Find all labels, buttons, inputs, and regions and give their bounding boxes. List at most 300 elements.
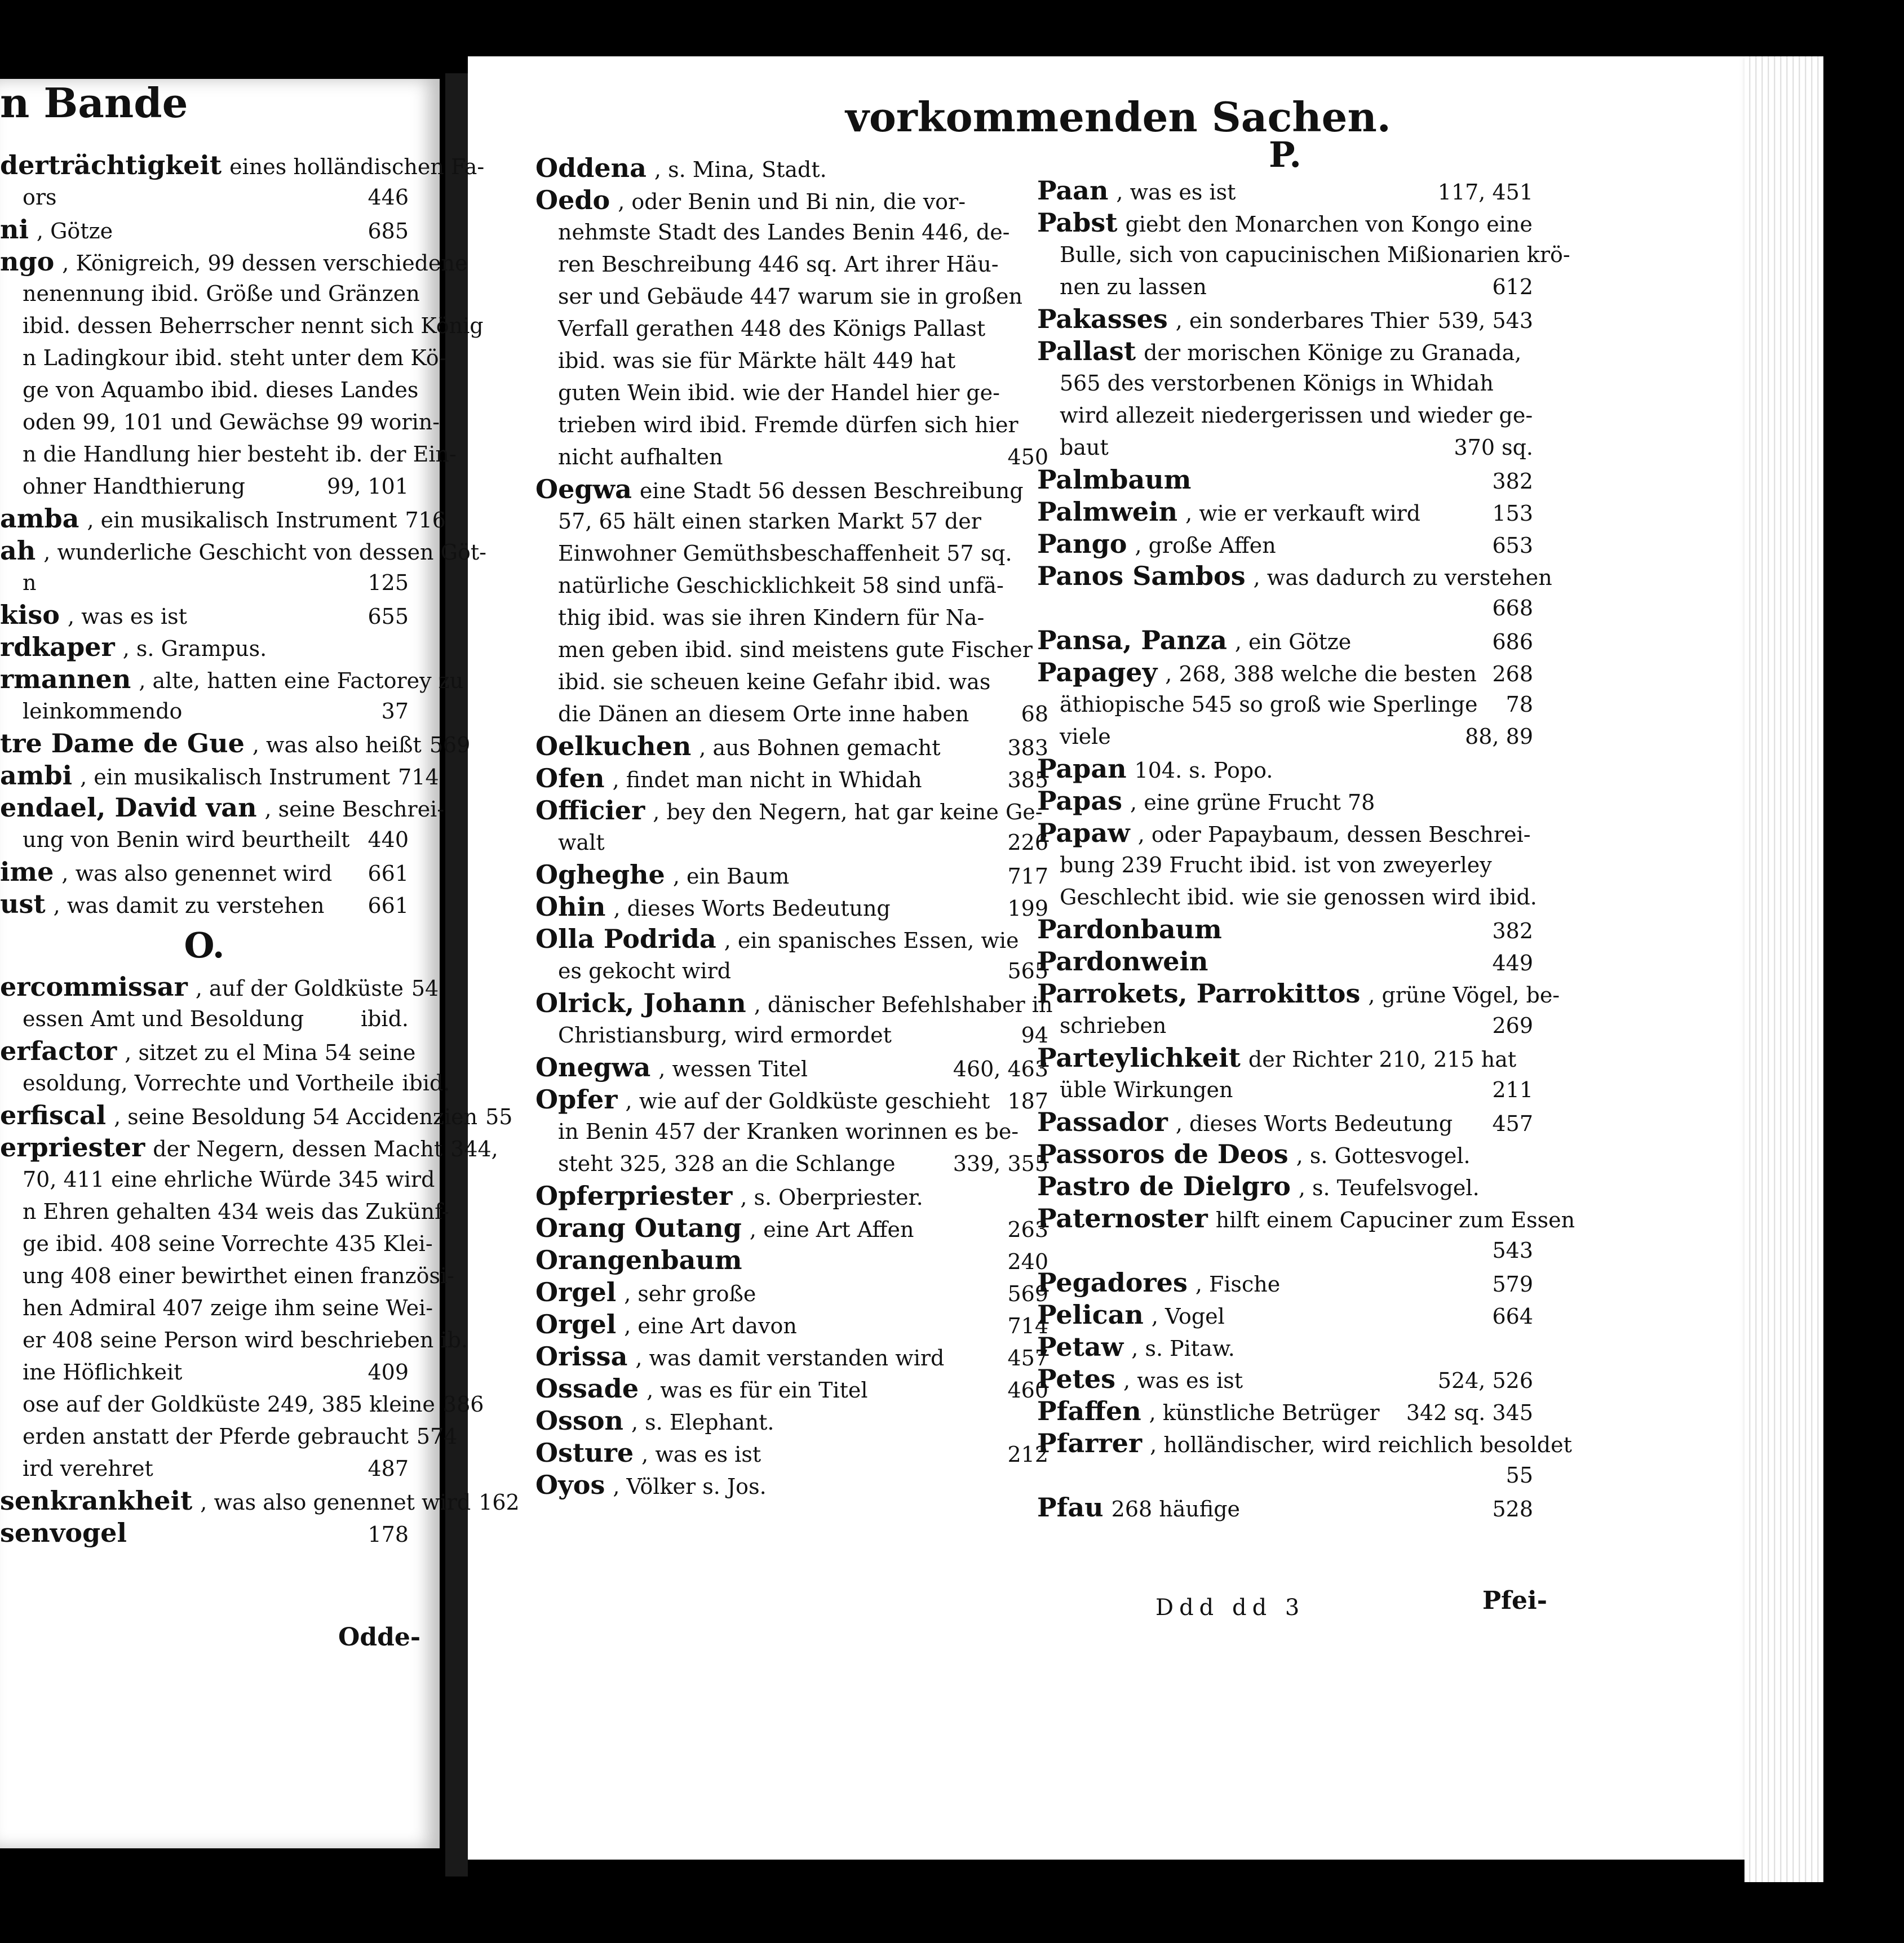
entry-page-refs: 117, 451 xyxy=(1437,180,1533,205)
entry-text: , s. Gottesvogel. xyxy=(1296,1143,1471,1168)
entry-page-refs: 385 xyxy=(1007,768,1048,792)
entry-text: , grüne Vögel, be- xyxy=(1368,983,1560,1008)
index-entry xyxy=(535,281,1048,313)
entry-headword: ust xyxy=(0,889,46,919)
index-entry xyxy=(535,152,1048,184)
index-entry xyxy=(535,1276,1048,1308)
index-entry xyxy=(1037,1331,1533,1363)
index-entry xyxy=(0,278,420,310)
entry-headword: erpriester xyxy=(0,1132,145,1163)
entry-headword: Orgel xyxy=(535,1277,617,1307)
index-entry xyxy=(535,1308,1048,1341)
entry-text: , wessen Titel xyxy=(658,1057,808,1081)
entry-page-refs: 685 xyxy=(367,219,409,243)
entry-text: eine Stadt 56 dessen Beschreibung xyxy=(639,478,1024,503)
right-index-column-2 xyxy=(1037,134,1575,1524)
entry-text: hilft einem Capuciner zum Essen xyxy=(1215,1208,1575,1232)
index-entry xyxy=(1037,1267,1533,1299)
index-entry xyxy=(0,1164,435,1196)
entry-text: , ein spanisches Essen, wie xyxy=(724,928,1019,953)
entry-page-refs: 449 xyxy=(1492,951,1533,975)
entry-text: , holländischer, wird reichlich besoldet xyxy=(1150,1432,1572,1457)
index-entry xyxy=(535,313,1048,345)
signature-mark: Ddd dd 3 xyxy=(1155,1595,1305,1621)
entry-headword: rdkaper xyxy=(0,632,115,662)
entry-headword: Onegwa xyxy=(535,1052,651,1083)
entry-text: , was also genennet wird xyxy=(61,861,333,886)
entry-headword: Oddena xyxy=(535,153,647,183)
entry-page-refs: 199 xyxy=(1007,896,1048,921)
index-entry xyxy=(0,374,419,406)
entry-headword: Opfer xyxy=(535,1084,618,1115)
entry-text: , oder Papaybaum, dessen Beschrei- xyxy=(1137,822,1531,847)
index-entry xyxy=(535,762,1048,795)
entry-page-refs: 386 xyxy=(442,1392,484,1417)
entry-page-refs: 68 xyxy=(1021,702,1048,726)
entry-page-refs: 187 xyxy=(1007,1089,1048,1114)
index-entry xyxy=(1037,1492,1533,1524)
index-entry xyxy=(1037,1235,1533,1267)
entry-headword: Orgel xyxy=(535,1309,617,1339)
entry-text: ibid. sie scheuen keine Gefahr ibid. was xyxy=(558,669,991,694)
index-entry xyxy=(535,377,1048,409)
entry-text: ung von Benin wird beurtheilt xyxy=(23,827,350,852)
entry-text: , sitzet zu el Mina 54 seine xyxy=(125,1040,416,1065)
entry-headword: Pardonwein xyxy=(1037,946,1208,977)
entry-text: , was damit verstanden wird xyxy=(635,1346,945,1370)
entry-page-refs: 99, 101 xyxy=(326,474,409,499)
entry-headword: Pastro de Dielgro xyxy=(1037,1171,1291,1201)
entry-headword: derträchtigkeit xyxy=(0,150,222,180)
entry-headword: Pfau xyxy=(1037,1492,1104,1523)
entry-text: n Ladingkour ibid. steht unter dem Kö- xyxy=(23,345,446,370)
index-entry xyxy=(535,1116,1048,1148)
index-entry xyxy=(535,1469,1048,1501)
index-entry xyxy=(0,1067,450,1099)
entry-text: , s. Teufelsvogel. xyxy=(1298,1175,1480,1200)
entry-text: , oder Benin und Bi nin, die vor- xyxy=(618,189,966,214)
entry-headword: Orangenbaum xyxy=(535,1245,742,1275)
index-entry xyxy=(1037,528,1533,560)
index-entry xyxy=(535,216,1048,249)
entry-page-refs: 37 xyxy=(381,699,409,724)
index-entry xyxy=(1037,689,1533,721)
entry-text: nicht aufhalten xyxy=(558,445,723,469)
book-gutter xyxy=(445,73,468,1877)
entry-text: nenennung ibid. Größe und Gränzen xyxy=(23,281,420,306)
index-entry xyxy=(1037,1427,1572,1460)
index-entry xyxy=(1037,271,1533,303)
entry-page-refs: 440 xyxy=(367,827,409,852)
entry-text: , wie er verkauft wird xyxy=(1185,501,1421,526)
index-entry xyxy=(0,1228,433,1260)
index-entry xyxy=(535,1212,1048,1244)
index-entry xyxy=(1037,817,1533,849)
index-entry xyxy=(0,310,484,342)
index-entry xyxy=(1037,785,1533,817)
entry-headword: Oedo xyxy=(535,185,610,215)
entry-text: 268 häufige xyxy=(1111,1497,1241,1521)
entry-text: guten Wein ibid. wie der Handel hier ge- xyxy=(558,380,1000,405)
entry-text: äthiopische 545 so groß wie Sperlinge xyxy=(1060,692,1478,717)
index-entry xyxy=(1037,207,1533,239)
index-entry xyxy=(535,602,1048,634)
index-entry xyxy=(1037,1460,1533,1492)
index-entry xyxy=(0,1356,409,1389)
entry-headword: Paan xyxy=(1037,175,1109,206)
entry-text: , s. Oberpriester. xyxy=(740,1185,923,1210)
index-entry xyxy=(1037,721,1533,753)
index-entry xyxy=(0,1324,468,1356)
entry-headword: Ofen xyxy=(535,763,605,793)
entry-text: wird allezeit niedergerissen und wieder ge- xyxy=(1060,403,1533,428)
entry-text: ors xyxy=(23,185,57,210)
entry-text: , große Affen xyxy=(1135,533,1276,558)
index-entry xyxy=(0,695,409,727)
entry-page-refs: 153 xyxy=(1492,501,1533,526)
index-entry xyxy=(1037,335,1533,367)
entry-page-refs: 714 xyxy=(398,765,439,789)
entry-text: , ein Baum xyxy=(672,864,790,889)
entry-headword: Pfaffen xyxy=(1037,1396,1141,1426)
entry-text: , bey den Negern, hat gar keine Ge- xyxy=(653,800,1043,824)
entry-page-refs: 339, 355 xyxy=(953,1151,1048,1176)
entry-headword: Papan xyxy=(1037,753,1127,784)
entry-page-refs: 569 xyxy=(429,733,471,757)
entry-headword: Orang Outang xyxy=(535,1213,742,1243)
entry-page-refs: 686 xyxy=(1492,629,1533,654)
index-entry xyxy=(1037,592,1533,624)
entry-text: , s. Pitaw. xyxy=(1131,1336,1235,1361)
index-entry xyxy=(1037,1395,1533,1427)
entry-page-refs: 178 xyxy=(367,1522,409,1547)
index-entry xyxy=(535,730,1048,762)
entry-text: , künstliche Betrüger xyxy=(1149,1400,1380,1425)
entry-headword: Osture xyxy=(535,1438,634,1468)
index-entry xyxy=(1037,239,1570,271)
index-entry xyxy=(535,955,1048,987)
entry-text: , eine grüne Frucht 78 xyxy=(1130,790,1375,815)
entry-headword: rmannen xyxy=(0,664,131,694)
index-entry xyxy=(0,792,445,824)
entry-page-refs: 344, xyxy=(450,1137,498,1161)
entry-page-refs: 382 xyxy=(1492,919,1533,943)
entry-headword: Opferpriester xyxy=(535,1181,733,1211)
entry-text: , Götze xyxy=(36,219,113,243)
index-entry xyxy=(0,1260,454,1292)
index-entry xyxy=(1037,1042,1533,1074)
entry-headword: amba xyxy=(0,503,79,534)
entry-text: Christiansburg, wird ermordet xyxy=(558,1023,892,1048)
left-catchword: Odde- xyxy=(338,1623,421,1652)
entry-page-refs: 524, 526 xyxy=(1437,1368,1533,1393)
index-entry xyxy=(0,342,446,374)
index-entry xyxy=(1037,1010,1533,1042)
entry-text: , wunderliche Geschicht von dessen Göt- xyxy=(43,540,486,565)
index-entry xyxy=(0,246,468,278)
entry-page-refs: 446 xyxy=(367,185,409,210)
entry-text: men geben ibid. sind meistens gute Fischer xyxy=(558,637,1033,662)
entry-page-refs: 409 xyxy=(367,1360,409,1385)
index-entry xyxy=(535,666,1048,698)
index-entry xyxy=(0,567,409,599)
entry-text: die Dänen an diesem Orte inne haben xyxy=(558,702,969,726)
index-entry xyxy=(0,1003,409,1035)
index-entry xyxy=(535,441,1048,473)
entry-page-refs: ibid. xyxy=(360,1006,409,1031)
entry-page-refs: 125 xyxy=(367,570,409,595)
index-entry xyxy=(0,727,471,760)
entry-headword: Pelican xyxy=(1037,1299,1144,1330)
entry-headword: Pegadores xyxy=(1037,1267,1188,1298)
entry-headword: Parteylichkeit xyxy=(1037,1043,1241,1073)
index-entry xyxy=(0,1132,498,1164)
index-entry xyxy=(0,1099,513,1132)
entry-text: 104. s. Popo. xyxy=(1134,758,1273,783)
index-entry xyxy=(1037,913,1533,946)
index-entry xyxy=(1037,624,1533,656)
index-entry xyxy=(0,438,457,471)
entry-page-refs: 653 xyxy=(1492,533,1533,558)
entry-page-refs: 382 xyxy=(1492,469,1533,494)
index-entry xyxy=(1037,464,1533,496)
entry-page-refs: 487 xyxy=(367,1456,409,1481)
index-entry xyxy=(535,1341,1048,1373)
entry-headword: Olla Podrida xyxy=(535,924,716,954)
index-entry xyxy=(0,1389,484,1421)
right-column-2-entries xyxy=(1037,175,1575,1524)
entry-text: Geschlecht ibid. wie sie genossen wird xyxy=(1060,885,1481,910)
entry-text: , auf der Goldküste xyxy=(195,976,404,1001)
entry-page-refs: 269 xyxy=(1492,1013,1533,1038)
entry-text: eines holländischen Fa- xyxy=(229,154,485,179)
entry-headword: Papagey xyxy=(1037,657,1158,687)
entry-text: , s. Grampus. xyxy=(122,636,267,661)
entry-text: Bulle, sich von capucinischen Mißionarien krö- xyxy=(1060,242,1570,267)
entry-text: n Ehren gehalten 434 weis das Zukünf- xyxy=(23,1199,449,1224)
index-entry xyxy=(535,827,1048,859)
entry-headword: Panos Sambos xyxy=(1037,561,1246,591)
entry-headword: tre Dame de Gue xyxy=(0,728,245,758)
entry-text: üble Wirkungen xyxy=(1060,1077,1233,1102)
index-entry xyxy=(535,184,1048,216)
entry-text: , was es ist xyxy=(1116,180,1236,205)
entry-text: walt xyxy=(558,830,605,855)
left-section-letter: O. xyxy=(184,925,225,966)
entry-headword: Pakasses xyxy=(1037,304,1168,334)
entry-text: bung 239 Frucht ibid. ist von zweyerley xyxy=(1060,853,1492,877)
page-edges xyxy=(1744,56,1823,1882)
entry-text: baut xyxy=(1060,435,1109,460)
index-entry xyxy=(535,1148,1048,1180)
index-entry xyxy=(535,795,1048,827)
index-entry xyxy=(1037,1203,1575,1235)
index-entry xyxy=(1037,978,1560,1010)
entry-text: , Vogel xyxy=(1151,1304,1225,1329)
index-entry xyxy=(0,1421,458,1453)
entry-page-refs: 655 xyxy=(367,604,409,629)
entry-text: , Königreich, 99 dessen verschiedene xyxy=(62,251,468,276)
entry-text: erden anstatt der Pferde gebraucht xyxy=(23,1424,409,1449)
index-entry xyxy=(535,1405,1048,1437)
entry-text: ibid. was sie für Märkte hält 449 hat xyxy=(558,348,956,373)
entry-headword: ah xyxy=(0,535,36,566)
entry-page-refs: 664 xyxy=(1492,1304,1533,1329)
entry-headword: Pallast xyxy=(1037,336,1136,366)
index-entry xyxy=(535,1373,1048,1405)
index-entry xyxy=(535,1084,1048,1116)
entry-headword: ngo xyxy=(0,246,55,277)
entry-page-refs: 78 xyxy=(1506,692,1533,717)
entry-text: , Fische xyxy=(1195,1272,1281,1297)
entry-text: , seine Besoldung 54 Accidenzien xyxy=(114,1104,478,1129)
left-running-head: n Bande xyxy=(0,79,188,127)
entry-headword: Paternoster xyxy=(1037,1203,1208,1234)
index-entry xyxy=(0,856,409,888)
entry-headword: Pabst xyxy=(1037,207,1118,238)
entry-text: Verfall gerathen 448 des Königs Pallast xyxy=(558,316,986,341)
entry-text: oden 99, 101 und Gewächse 99 worin- xyxy=(23,410,440,434)
entry-headword: Papas xyxy=(1037,786,1123,816)
entry-text: , ein Götze xyxy=(1234,629,1352,654)
entry-page-refs: 460 xyxy=(1007,1378,1048,1403)
entry-headword: ambi xyxy=(0,760,73,791)
index-entry xyxy=(0,663,464,695)
entry-text: , seine Beschrei- xyxy=(264,797,445,822)
index-entry xyxy=(0,760,439,792)
index-entry xyxy=(535,538,1048,570)
entry-page-refs: 539, 543 xyxy=(1437,308,1533,333)
entry-page-refs: 240 xyxy=(1007,1249,1048,1274)
right-catchword: Pfei- xyxy=(1482,1586,1547,1615)
entry-headword: Ogheghe xyxy=(535,859,665,890)
entry-page-refs: 370 sq. xyxy=(1454,435,1533,460)
entry-page-refs: 528 xyxy=(1492,1497,1533,1521)
entry-headword: ni xyxy=(0,214,29,245)
entry-text: , 268, 388 welche die besten xyxy=(1165,662,1477,686)
entry-headword: senkrankheit xyxy=(0,1485,193,1516)
entry-page-refs: 226 xyxy=(1007,830,1048,855)
entry-headword: Osson xyxy=(535,1405,623,1436)
entry-text: , aus Bohnen gemacht xyxy=(699,735,941,760)
index-entry xyxy=(535,1052,1048,1084)
entry-page-refs: 162 xyxy=(479,1490,520,1515)
entry-text: , was es ist xyxy=(641,1442,761,1467)
index-entry xyxy=(535,698,1048,730)
entry-text: viele xyxy=(1060,724,1111,749)
right-index-column-1 xyxy=(535,152,1053,1501)
entry-text: ose auf der Goldküste 249, 385 kleine xyxy=(23,1392,435,1417)
entry-text: ine Höflichkeit xyxy=(23,1360,183,1385)
entry-text: , dieses Worts Bedeutung xyxy=(613,896,891,921)
entry-text: , s. Elephant. xyxy=(631,1410,774,1435)
entry-headword: Pardonbaum xyxy=(1037,914,1222,944)
left-entries-a xyxy=(0,149,486,920)
entry-text: , sehr große xyxy=(624,1281,756,1306)
entry-text: esoldung, Vorrechte und Vortheile xyxy=(23,1071,395,1095)
entry-text: , Völker s. Jos. xyxy=(613,1474,767,1499)
index-entry xyxy=(0,471,409,503)
entry-page-refs: 450 xyxy=(1007,445,1048,469)
index-entry xyxy=(0,181,409,214)
index-entry xyxy=(0,599,409,631)
index-entry xyxy=(535,1244,1048,1276)
entry-page-refs: 661 xyxy=(367,861,409,886)
entry-headword: Oelkuchen xyxy=(535,731,692,761)
index-entry xyxy=(1037,881,1537,913)
index-entry xyxy=(1037,946,1533,978)
entry-text: , wie auf der Goldküste geschieht xyxy=(625,1089,990,1114)
entry-page-refs: 457 xyxy=(1007,1346,1048,1370)
entry-text: ge ibid. 408 seine Vorrechte 435 Klei- xyxy=(23,1231,433,1256)
entry-page-refs: 94 xyxy=(1021,1023,1048,1048)
entry-headword: kiso xyxy=(0,600,60,630)
right-running-head: vorkommenden Sachen. xyxy=(845,93,1391,141)
entry-page-refs: ibid. xyxy=(1489,885,1537,910)
entry-page-refs: 212 xyxy=(1007,1442,1048,1467)
entry-headword: Palmbaum xyxy=(1037,464,1192,495)
index-entry xyxy=(535,345,1048,377)
index-entry xyxy=(535,634,1048,666)
index-entry xyxy=(535,1437,1048,1469)
index-entry xyxy=(0,1292,433,1324)
index-entry xyxy=(0,406,440,438)
index-entry xyxy=(1037,1138,1533,1170)
entry-page-refs: 574 xyxy=(416,1424,458,1449)
entry-page-refs: ibid. xyxy=(402,1071,450,1095)
index-entry xyxy=(0,824,409,856)
entry-text: , was es ist xyxy=(67,604,187,629)
entry-text: 70, 411 eine ehrliche Würde 345 wird xyxy=(23,1167,435,1192)
entry-text: der Richter 210, 215 hat xyxy=(1248,1047,1517,1072)
index-entry xyxy=(0,503,446,535)
entry-text: , was es ist xyxy=(1123,1368,1243,1393)
entry-text: ge von Aquambo ibid. dieses Landes xyxy=(23,378,419,402)
entry-text: essen Amt und Besoldung xyxy=(23,1006,304,1031)
entry-page-refs: 460, 463 xyxy=(953,1057,1048,1081)
entry-text: 565 des verstorbenen Königs in Whidah xyxy=(1060,371,1494,396)
entry-headword: Oegwa xyxy=(535,474,632,504)
entry-text: 57, 65 hält einen starken Markt 57 der xyxy=(558,509,981,534)
index-entry xyxy=(535,473,1048,505)
entry-headword: Pansa, Panza xyxy=(1037,625,1227,655)
entry-headword: Papaw xyxy=(1037,818,1130,848)
entry-text: , ein sonderbares Thier xyxy=(1175,308,1429,333)
index-entry xyxy=(535,1019,1048,1052)
entry-text: leinkommendo xyxy=(23,699,183,724)
entry-text: , ein musikalisch Instrument xyxy=(87,508,397,533)
entry-text: , was also genennet wird xyxy=(200,1490,471,1515)
index-entry xyxy=(535,859,1048,891)
entry-text: ohner Handthierung xyxy=(23,474,245,499)
index-entry xyxy=(0,1453,409,1485)
entry-text: steht 325, 328 an die Schlange xyxy=(558,1151,896,1176)
entry-page-refs: 457 xyxy=(1492,1111,1533,1136)
entry-headword: Passoros de Deos xyxy=(1037,1139,1288,1169)
entry-page-refs: 717 xyxy=(1007,864,1048,889)
index-entry xyxy=(1037,1299,1533,1331)
index-entry xyxy=(535,987,1053,1019)
entry-text: giebt den Monarchen von Kongo eine xyxy=(1125,212,1533,237)
index-entry xyxy=(1037,432,1533,464)
entry-page-refs: 54 xyxy=(411,976,439,1001)
index-entry xyxy=(1037,1363,1533,1395)
index-entry xyxy=(535,923,1048,955)
index-entry xyxy=(1037,560,1552,592)
index-entry xyxy=(1037,400,1533,432)
index-entry xyxy=(1037,849,1533,881)
entry-text: ibid. dessen Beherrscher nennt sich König xyxy=(23,313,484,338)
